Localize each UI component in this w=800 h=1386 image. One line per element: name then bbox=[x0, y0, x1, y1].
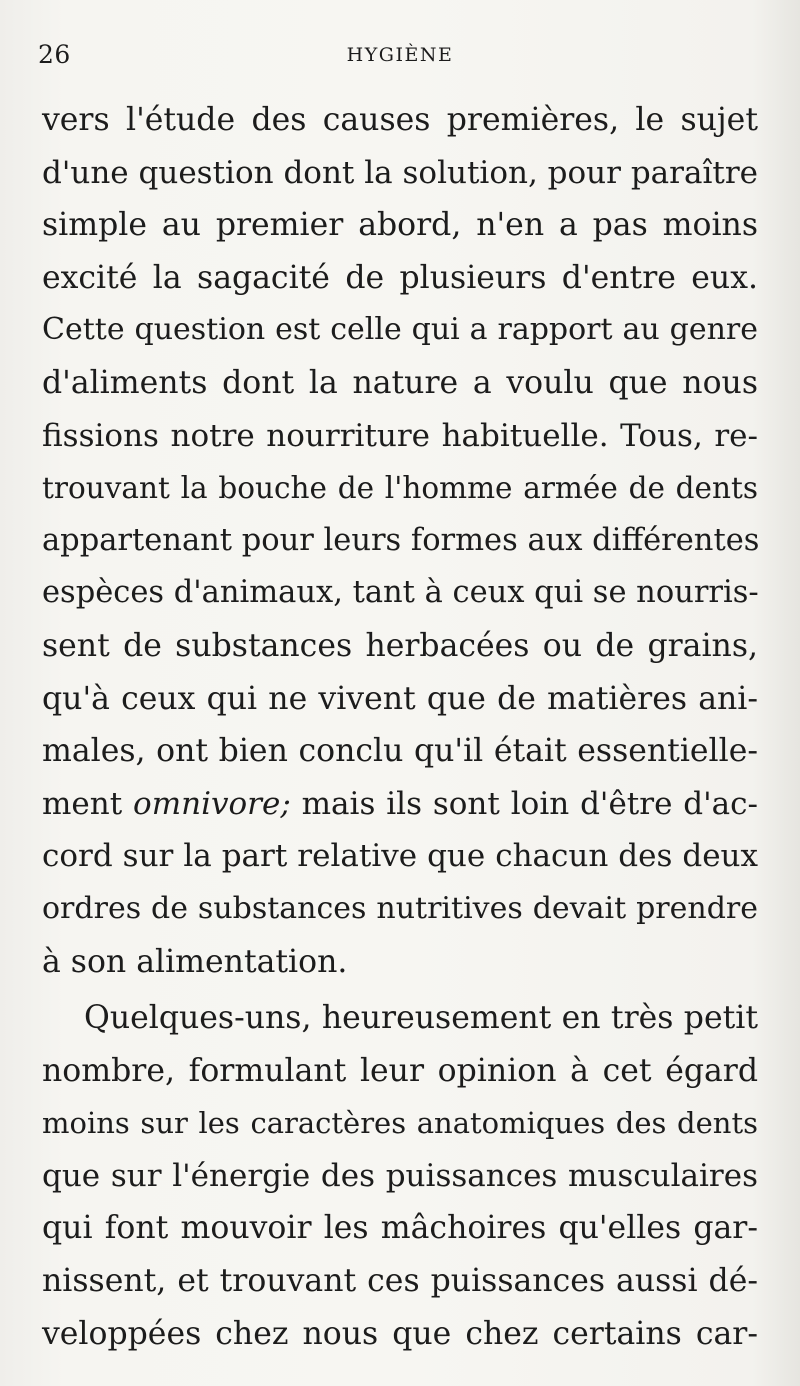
text-line: cord sur la part relative que chacun des deux bbox=[42, 838, 758, 875]
text-line: sent de substances herbacées ou de grains, bbox=[42, 627, 758, 664]
text-line: Quelques-uns, heureusement en très petit bbox=[84, 1000, 758, 1037]
page-number: 26 bbox=[38, 40, 71, 69]
text-line: qui font mouvoir les mâchoires qu'elles gar- bbox=[42, 1210, 758, 1247]
running-head bbox=[38, 40, 762, 76]
text-line: vers l'étude des causes premières, le sujet bbox=[42, 102, 758, 138]
text-line: qu'à ceux qui ne vivent que de matières ani- bbox=[42, 680, 758, 717]
text-line: males, ont bien conclu qu'il était essentielle- bbox=[42, 733, 758, 770]
text-line: nissent, et trouvant ces puissances aussi dé- bbox=[42, 1263, 758, 1300]
text-line: que sur l'énergie des puissances musculaires bbox=[42, 1157, 758, 1194]
text-line: moins sur les caractères anatomiques des dents bbox=[42, 1106, 758, 1141]
text-line bbox=[42, 778, 758, 831]
text-line: Cette question est celle qui a rapport au genre bbox=[42, 312, 758, 348]
text-line: fissions notre nourriture habituelle. Tous, re- bbox=[42, 417, 758, 454]
text-line: excité la sagacité de plusieurs d'entre eux. bbox=[42, 259, 758, 296]
paragraph bbox=[42, 94, 758, 988]
text-segment: ment bbox=[42, 785, 134, 822]
text-line: veloppées chez nous que chez certains car- bbox=[42, 1315, 758, 1352]
text-line: espèces d'animaux, tant à ceux qui se nourris- bbox=[42, 575, 759, 611]
body-text bbox=[42, 94, 758, 1360]
italic-term: omnivore; bbox=[133, 785, 291, 822]
text-line: appartenant pour leurs formes aux différentes bbox=[42, 522, 760, 558]
text-line: d'une question dont la solution, pour paraître bbox=[42, 154, 758, 191]
text-line: d'aliments dont la nature a voulu que nous bbox=[42, 364, 758, 401]
text-line: ordres de substances nutritives devait prendre bbox=[42, 890, 758, 926]
text-line: à son alimentation. bbox=[42, 943, 348, 980]
text-segment: mais ils sont loin d'être d'ac- bbox=[290, 785, 758, 822]
running-title: HYGIÈNE bbox=[346, 44, 454, 66]
text-line: nombre, formulant leur opinion à cet égard bbox=[42, 1052, 758, 1089]
text-line: trouvant la bouche de l'homme armée de dents bbox=[42, 471, 758, 506]
paragraph bbox=[42, 992, 758, 1360]
text-line: simple au premier abord, n'en a pas moins bbox=[42, 207, 758, 244]
